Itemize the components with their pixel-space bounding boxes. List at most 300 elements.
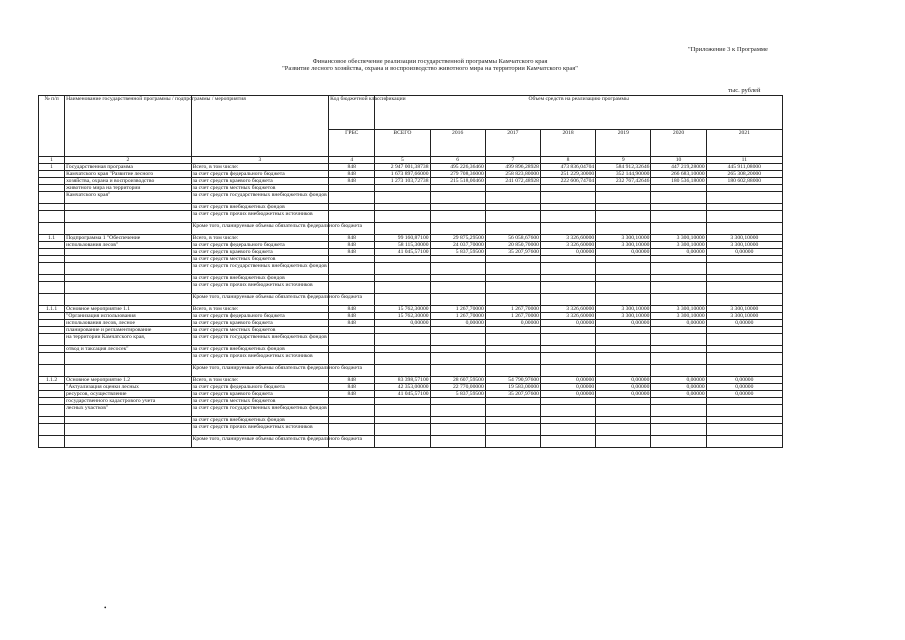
amount-cell: 3 300,10000 <box>651 242 706 249</box>
program-name-cell <box>65 365 192 377</box>
row-number-cell <box>39 178 65 185</box>
funding-source-cell: за счет средств местных бюджетов <box>191 256 329 263</box>
amount-cell <box>375 346 430 353</box>
amount-cell: 352 144,90000 <box>596 171 651 178</box>
amount-cell: 445 911,08000 <box>706 164 782 171</box>
table-row <box>39 249 783 256</box>
program-name-cell <box>65 263 192 275</box>
funding-table <box>38 95 783 448</box>
amount-cell: 3 326,60000 <box>540 235 595 242</box>
amount-cell: 180 536,18000 <box>651 178 706 185</box>
table-row <box>39 171 783 178</box>
amount-cell: 0,00000 <box>651 320 706 327</box>
amount-cell <box>375 398 430 405</box>
amount-cell <box>651 365 706 377</box>
amount-cell <box>375 256 430 263</box>
amount-cell: 22 770,00000 <box>430 384 485 391</box>
amount-cell <box>375 436 430 448</box>
program-name-cell: лесных участков" <box>65 405 192 417</box>
amount-cell <box>485 334 540 346</box>
amount-cell <box>485 192 540 204</box>
row-number-cell <box>39 211 65 223</box>
amount-cell <box>706 223 782 235</box>
funding-source-cell: Кроме того, планируемые объемы обязательств федерального бюджета <box>191 365 329 377</box>
header-2021: 2021 <box>706 130 782 157</box>
amount-cell: 28 607,59500 <box>430 377 485 384</box>
grbs-cell: 848 <box>329 235 375 242</box>
amount-cell <box>375 424 430 436</box>
amount-cell <box>375 365 430 377</box>
amount-cell <box>706 398 782 405</box>
program-name-cell: Основное мероприятие 1.2 <box>65 377 192 384</box>
header-2019: 2019 <box>596 130 651 157</box>
amount-cell: 15 762,30000 <box>375 306 430 313</box>
grbs-cell: 848 <box>329 171 375 178</box>
amount-cell: 0,00000 <box>540 391 595 398</box>
table-row <box>39 294 783 306</box>
amount-cell: 0,00000 <box>485 320 540 327</box>
grbs-cell <box>329 282 375 294</box>
amount-cell <box>485 256 540 263</box>
program-name-cell: планирование и регламентирование <box>65 327 192 334</box>
amount-cell: 499 896,28928 <box>485 164 540 171</box>
amount-cell <box>540 327 595 334</box>
amount-cell <box>485 417 540 424</box>
col-number: 3 <box>191 157 329 164</box>
funding-source-cell: за счет средств местных бюджетов <box>191 327 329 334</box>
amount-cell <box>651 417 706 424</box>
amount-cell <box>651 353 706 365</box>
grbs-cell: 848 <box>329 391 375 398</box>
amount-cell <box>430 365 485 377</box>
header-2017: 2017 <box>485 130 540 157</box>
program-name-cell: Государственная программа <box>65 164 192 171</box>
table-row <box>39 417 783 424</box>
amount-cell: 584 912,32646 <box>596 164 651 171</box>
row-number-cell <box>39 417 65 424</box>
amount-cell: 0,00000 <box>596 384 651 391</box>
amount-cell <box>485 405 540 417</box>
row-number-cell <box>39 282 65 294</box>
amount-cell <box>651 204 706 211</box>
amount-cell <box>596 424 651 436</box>
amount-cell: 0,00000 <box>540 249 595 256</box>
amount-cell: 3 326,60000 <box>540 306 595 313</box>
funding-source-cell: за счет средств внебюджетных фондов <box>191 346 329 353</box>
amount-cell <box>651 263 706 275</box>
footer-mark: • <box>104 604 107 612</box>
funding-source-cell: за счет средств местных бюджетов <box>191 398 329 405</box>
amount-cell: 20 850,70000 <box>485 242 540 249</box>
amount-cell <box>651 346 706 353</box>
amount-cell <box>706 327 782 334</box>
table-row <box>39 365 783 377</box>
amount-cell <box>651 327 706 334</box>
amount-cell <box>485 282 540 294</box>
amount-cell <box>430 192 485 204</box>
program-name-cell <box>65 249 192 256</box>
grbs-cell: 848 <box>329 377 375 384</box>
funding-source-cell: Всего, в том числе: <box>191 235 329 242</box>
funding-source-cell: за счет средств внебюджетных фондов <box>191 417 329 424</box>
grbs-cell <box>329 204 375 211</box>
amount-cell: 15 762,30000 <box>375 313 430 320</box>
amount-cell <box>485 294 540 306</box>
grbs-cell <box>329 185 375 192</box>
table-row <box>39 377 783 384</box>
funding-source-cell: за счет средств федерального бюджета <box>191 313 329 320</box>
amount-cell <box>596 185 651 192</box>
amount-cell: 241 072,48928 <box>485 178 540 185</box>
amount-cell <box>375 275 430 282</box>
amount-cell <box>540 185 595 192</box>
amount-cell <box>706 185 782 192</box>
funding-source-cell: Кроме того, планируемые объемы обязательств федерального бюджета <box>191 223 329 235</box>
amount-cell <box>430 294 485 306</box>
table-row <box>39 223 783 235</box>
amount-cell <box>706 346 782 353</box>
header-total: ВСЕГО <box>375 130 430 157</box>
amount-cell <box>485 327 540 334</box>
funding-source-cell: за счет средств местных бюджетов <box>191 185 329 192</box>
amount-cell <box>706 211 782 223</box>
program-name-cell: "Актуализация оценки лесных <box>65 384 192 391</box>
row-number-cell <box>39 365 65 377</box>
amount-cell <box>485 263 540 275</box>
col-number: 1 <box>39 157 65 164</box>
amount-cell <box>430 185 485 192</box>
amount-cell: 266 683,10000 <box>651 171 706 178</box>
amount-cell <box>651 275 706 282</box>
amount-cell <box>596 282 651 294</box>
program-name-cell: "Организация использования <box>65 313 192 320</box>
amount-cell <box>596 346 651 353</box>
program-name-cell: Камчатского края "Развитие лесного <box>65 171 192 178</box>
amount-cell: 222 606,74704 <box>540 178 595 185</box>
row-number-cell <box>39 192 65 204</box>
grbs-cell <box>329 424 375 436</box>
program-name-cell <box>65 294 192 306</box>
funding-source-cell: за счет средств прочих внебюджетных источников <box>191 282 329 294</box>
amount-cell <box>596 405 651 417</box>
grbs-cell <box>329 275 375 282</box>
grbs-cell: 848 <box>329 313 375 320</box>
amount-cell: 3 326,60000 <box>540 313 595 320</box>
header-2018: 2018 <box>540 130 595 157</box>
amount-cell <box>485 436 540 448</box>
col-number: 9 <box>596 157 651 164</box>
amount-cell <box>375 192 430 204</box>
funding-source-cell: Кроме того, планируемые объемы обязательств федерального бюджета <box>191 294 329 306</box>
table-row <box>39 235 783 242</box>
amount-cell <box>596 263 651 275</box>
table-row <box>39 275 783 282</box>
amount-cell <box>596 192 651 204</box>
amount-cell <box>596 275 651 282</box>
grbs-cell <box>329 398 375 405</box>
amount-cell <box>430 204 485 211</box>
program-name-cell <box>65 417 192 424</box>
program-name-cell: отвод и таксация лесосек" <box>65 346 192 353</box>
grbs-cell: 848 <box>329 384 375 391</box>
amount-cell <box>706 365 782 377</box>
amount-cell <box>430 327 485 334</box>
program-name-cell <box>65 282 192 294</box>
amount-cell <box>540 192 595 204</box>
amount-cell <box>375 353 430 365</box>
row-number-cell <box>39 204 65 211</box>
col-number: 7 <box>485 157 540 164</box>
amount-cell <box>651 211 706 223</box>
amount-cell: 215 518,00460 <box>430 178 485 185</box>
funding-source-cell: Всего, в том числе: <box>191 377 329 384</box>
amount-cell: 99 160,87100 <box>375 235 430 242</box>
funding-source-cell: за счет средств государственных внебюджетных фондов <box>191 192 329 204</box>
table-row <box>39 391 783 398</box>
table-row <box>39 211 783 223</box>
funding-source-cell: за счет средств краевого бюджета <box>191 249 329 256</box>
table-row <box>39 204 783 211</box>
table-row <box>39 282 783 294</box>
amount-cell <box>375 294 430 306</box>
amount-cell <box>430 334 485 346</box>
grbs-cell <box>329 211 375 223</box>
amount-cell <box>596 223 651 235</box>
table-row <box>39 185 783 192</box>
grbs-cell <box>329 263 375 275</box>
document-title-line-2: "Развитие лесного хозяйства, охрана и воспроизводство животного мира на территории Камчатского края" <box>282 65 578 72</box>
amount-cell <box>651 282 706 294</box>
row-number-cell <box>39 223 65 235</box>
amount-cell: 0,00000 <box>651 249 706 256</box>
amount-cell <box>430 223 485 235</box>
amount-cell <box>540 405 595 417</box>
amount-cell <box>375 204 430 211</box>
amount-cell: 3 300,10000 <box>596 235 651 242</box>
grbs-cell: 848 <box>329 306 375 313</box>
amount-cell <box>375 405 430 417</box>
amount-cell <box>596 327 651 334</box>
funding-source-cell: Всего, в том числе: <box>191 306 329 313</box>
table-row <box>39 263 783 275</box>
amount-cell <box>540 282 595 294</box>
amount-cell <box>485 398 540 405</box>
amount-cell <box>651 398 706 405</box>
program-name-cell: Камчатского края" <box>65 192 192 204</box>
amount-cell: 54 790,97600 <box>485 377 540 384</box>
funding-source-cell: за счет средств краевого бюджета <box>191 320 329 327</box>
grbs-cell: 848 <box>329 164 375 171</box>
document-title-line-1: Финансовое обеспечение реализации государственной программы Камчатского края <box>312 58 548 65</box>
row-number-cell <box>39 320 65 327</box>
amount-cell <box>706 282 782 294</box>
amount-cell <box>540 275 595 282</box>
amount-cell: 3 326,60000 <box>540 242 595 249</box>
row-number-cell <box>39 249 65 256</box>
amount-cell <box>430 263 485 275</box>
amount-cell: 58 115,30000 <box>375 242 430 249</box>
program-name-cell: хозяйства, охрана и воспроизводство <box>65 178 192 185</box>
program-name-cell <box>65 211 192 223</box>
amount-cell: 0,00000 <box>706 320 782 327</box>
amount-cell: 3 300,10000 <box>651 313 706 320</box>
amount-cell: 5 837,59500 <box>430 249 485 256</box>
row-number-cell <box>39 353 65 365</box>
funding-source-cell: за счет средств федерального бюджета <box>191 242 329 249</box>
amount-cell <box>540 436 595 448</box>
amount-cell <box>651 223 706 235</box>
amount-cell <box>540 424 595 436</box>
amount-cell: 3 300,10000 <box>651 306 706 313</box>
amount-cell <box>706 334 782 346</box>
funding-source-cell: за счет средств прочих внебюджетных источников <box>191 211 329 223</box>
appendix-label: "Приложение 3 к Программе <box>688 46 768 53</box>
amount-cell <box>430 405 485 417</box>
amount-cell <box>596 365 651 377</box>
amount-cell: 0,00000 <box>540 384 595 391</box>
amount-cell <box>706 275 782 282</box>
amount-cell <box>485 185 540 192</box>
funding-source-cell: за счет средств внебюджетных фондов <box>191 204 329 211</box>
row-number-cell <box>39 334 65 346</box>
amount-cell: 0,00000 <box>430 320 485 327</box>
amount-cell <box>540 353 595 365</box>
amount-cell <box>596 334 651 346</box>
amount-cell <box>375 223 430 235</box>
amount-cell <box>540 204 595 211</box>
amount-cell: 41 045,57100 <box>375 391 430 398</box>
amount-cell <box>596 204 651 211</box>
grbs-cell <box>329 192 375 204</box>
amount-cell <box>706 294 782 306</box>
amount-cell: 3 300,10000 <box>596 306 651 313</box>
amount-cell <box>540 256 595 263</box>
amount-cell: 251 229,30000 <box>540 171 595 178</box>
row-number-cell <box>39 405 65 417</box>
program-name-cell: ресурсов, осуществление <box>65 391 192 398</box>
amount-cell <box>651 192 706 204</box>
amount-cell <box>651 334 706 346</box>
row-number-cell <box>39 294 65 306</box>
funding-source-cell: за счет средств прочих внебюджетных источников <box>191 353 329 365</box>
amount-cell: 180 602,88000 <box>706 178 782 185</box>
amount-cell <box>430 353 485 365</box>
amount-cell <box>706 424 782 436</box>
col-number: 10 <box>651 157 706 164</box>
row-number-cell: 1.1 <box>39 235 65 242</box>
amount-cell <box>596 211 651 223</box>
amount-cell <box>375 282 430 294</box>
amount-cell: 1 267,70000 <box>485 306 540 313</box>
program-name-cell <box>65 436 192 448</box>
header-grbs: ГРБС <box>329 130 375 157</box>
header-2016: 2016 <box>430 130 485 157</box>
amount-cell <box>485 275 540 282</box>
funding-source-cell: за счет средств краевого бюджета <box>191 178 329 185</box>
amount-cell <box>430 275 485 282</box>
row-number-cell <box>39 346 65 353</box>
amount-cell: 56 058,67600 <box>485 235 540 242</box>
row-number-cell <box>39 256 65 263</box>
amount-cell <box>651 256 706 263</box>
amount-cell <box>430 436 485 448</box>
amount-cell <box>540 263 595 275</box>
table-row <box>39 384 783 391</box>
amount-cell <box>706 263 782 275</box>
funding-source-cell: Кроме того, планируемые объемы обязательств федерального бюджета <box>191 436 329 448</box>
table-row <box>39 334 783 346</box>
amount-cell: 41 045,57100 <box>375 249 430 256</box>
amount-cell <box>540 211 595 223</box>
program-name-cell <box>65 223 192 235</box>
row-number-cell <box>39 436 65 448</box>
row-number-cell <box>39 398 65 405</box>
grbs-cell: 848 <box>329 242 375 249</box>
amount-cell <box>596 294 651 306</box>
col-number: 4 <box>329 157 375 164</box>
row-number-cell <box>39 263 65 275</box>
amount-cell <box>430 282 485 294</box>
row-number-cell: 1.1.2 <box>39 377 65 384</box>
amount-cell: 0,00000 <box>596 391 651 398</box>
amount-cell: 0,00000 <box>651 384 706 391</box>
amount-cell <box>540 417 595 424</box>
amount-cell <box>430 211 485 223</box>
program-name-cell <box>65 256 192 263</box>
program-name-cell: на территории Камчатского края, <box>65 334 192 346</box>
amount-cell <box>651 405 706 417</box>
amount-cell: 3 300,10000 <box>596 242 651 249</box>
amount-cell: 0,00000 <box>596 377 651 384</box>
grbs-cell: 848 <box>329 178 375 185</box>
amount-cell <box>430 417 485 424</box>
amount-cell: 35 207,97600 <box>485 391 540 398</box>
header-code: Код бюджетной классификации <box>329 96 375 130</box>
row-number-cell <box>39 242 65 249</box>
amount-cell: 35 207,97600 <box>485 249 540 256</box>
amount-cell <box>540 365 595 377</box>
row-number-cell <box>39 327 65 334</box>
amount-cell <box>706 436 782 448</box>
amount-cell: 83 398,57100 <box>375 377 430 384</box>
amount-cell <box>596 436 651 448</box>
amount-cell <box>706 256 782 263</box>
amount-cell: 279 708,36000 <box>430 171 485 178</box>
amount-cell <box>540 346 595 353</box>
col-number: 5 <box>375 157 430 164</box>
amount-cell: 42 353,00000 <box>375 384 430 391</box>
program-name-cell: Подпрограмма 1 "Обеспечение <box>65 235 192 242</box>
table-row <box>39 398 783 405</box>
col-number: 6 <box>430 157 485 164</box>
amount-cell: 5 837,59500 <box>430 391 485 398</box>
amount-cell <box>651 436 706 448</box>
amount-cell: 0,00000 <box>706 377 782 384</box>
program-name-cell: государственного кадастрового учета <box>65 398 192 405</box>
row-number-cell <box>39 424 65 436</box>
amount-cell <box>485 346 540 353</box>
table-row <box>39 256 783 263</box>
row-number-cell <box>39 185 65 192</box>
col-number: 11 <box>706 157 782 164</box>
program-name-cell: Основное мероприятие 1.1 <box>65 306 192 313</box>
grbs-cell <box>329 346 375 353</box>
table-row <box>39 436 783 448</box>
row-number-cell <box>39 171 65 178</box>
table-row <box>39 405 783 417</box>
amount-cell: 24 037,70000 <box>430 242 485 249</box>
amount-cell <box>651 424 706 436</box>
